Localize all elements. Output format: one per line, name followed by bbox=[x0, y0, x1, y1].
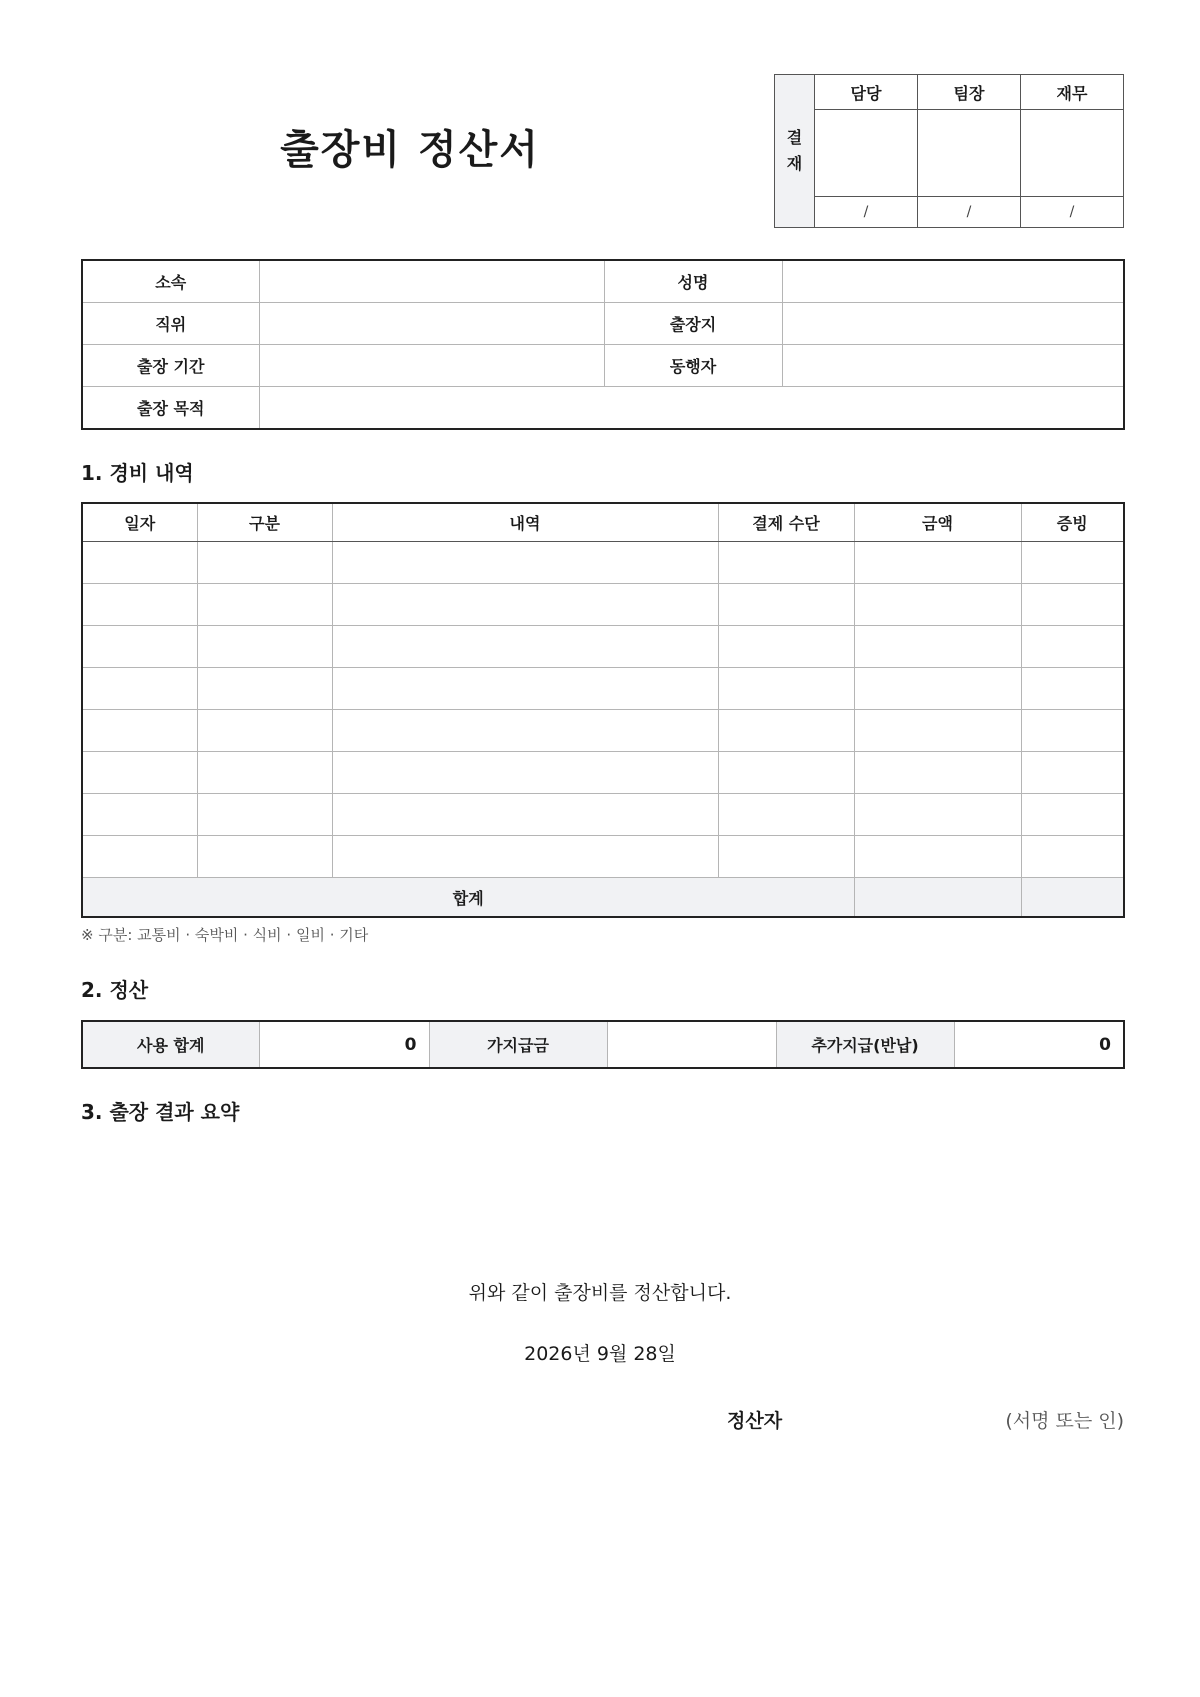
table-cell[interactable] bbox=[82, 584, 197, 626]
expense-header-category: 구분 bbox=[197, 503, 332, 542]
table-cell[interactable] bbox=[82, 626, 197, 668]
position-label: 직위 bbox=[82, 303, 259, 345]
section-summary-heading: 3. 출장 결과 요약 bbox=[81, 1100, 240, 1124]
table-row bbox=[82, 794, 1124, 836]
table-cell[interactable] bbox=[82, 752, 197, 794]
expense-total-row bbox=[82, 878, 1124, 918]
purpose-field[interactable] bbox=[259, 387, 1124, 430]
table-cell[interactable] bbox=[854, 836, 1021, 878]
expense-header-amount: 금액 bbox=[854, 503, 1021, 542]
table-cell[interactable] bbox=[197, 794, 332, 836]
table-cell[interactable] bbox=[332, 836, 718, 878]
purpose-label: 출장 목적 bbox=[82, 387, 259, 430]
approval-sign-team-lead[interactable] bbox=[918, 110, 1021, 197]
table-cell[interactable] bbox=[82, 542, 197, 584]
settlement-statement: 위와 같이 출장비를 정산합니다. bbox=[468, 1282, 732, 1304]
table-cell[interactable] bbox=[718, 836, 854, 878]
expense-total-label: 합계 bbox=[82, 878, 854, 918]
table-cell[interactable] bbox=[332, 584, 718, 626]
destination-field[interactable] bbox=[782, 303, 1124, 345]
settlement-date: 2026년 9월 28일 bbox=[524, 1343, 676, 1365]
used-total-value: 0 bbox=[259, 1021, 429, 1068]
companion-field[interactable] bbox=[782, 345, 1124, 387]
document-title: 출장비 정산서 bbox=[280, 127, 540, 173]
expense-total-receipt[interactable] bbox=[1021, 878, 1124, 918]
table-cell[interactable] bbox=[718, 668, 854, 710]
signer-label: 정산자 bbox=[727, 1410, 783, 1432]
table-row bbox=[82, 710, 1124, 752]
summary-area[interactable] bbox=[81, 1130, 1125, 1260]
companion-label: 동행자 bbox=[604, 345, 782, 387]
approval-header-team-lead: 팀장 bbox=[918, 75, 1021, 110]
approval-side-label bbox=[775, 75, 815, 228]
table-cell[interactable] bbox=[332, 794, 718, 836]
table-row bbox=[82, 542, 1124, 584]
affiliation-label: 소속 bbox=[82, 260, 259, 303]
expense-header-detail: 내역 bbox=[332, 503, 718, 542]
table-row bbox=[82, 584, 1124, 626]
table-cell[interactable] bbox=[718, 752, 854, 794]
approval-date-finance[interactable]: / bbox=[1021, 197, 1124, 228]
expense-total-amount[interactable] bbox=[854, 878, 1021, 918]
table-row bbox=[82, 752, 1124, 794]
approval-date-team-lead[interactable]: / bbox=[918, 197, 1021, 228]
table-row bbox=[82, 626, 1124, 668]
extra-payment-label: 추가지급(반납) bbox=[776, 1021, 954, 1068]
table-cell[interactable] bbox=[718, 710, 854, 752]
advance-value[interactable] bbox=[607, 1021, 776, 1068]
approval-sign-finance[interactable] bbox=[1021, 110, 1124, 197]
table-cell[interactable] bbox=[332, 542, 718, 584]
table-cell[interactable] bbox=[197, 752, 332, 794]
table-cell[interactable] bbox=[332, 752, 718, 794]
table-cell[interactable] bbox=[197, 668, 332, 710]
table-cell[interactable] bbox=[197, 626, 332, 668]
table-cell[interactable] bbox=[82, 794, 197, 836]
table-cell[interactable] bbox=[332, 710, 718, 752]
position-field[interactable] bbox=[259, 303, 604, 345]
expense-header-row bbox=[82, 503, 1124, 542]
approval-box bbox=[774, 74, 1200, 228]
table-cell[interactable] bbox=[1021, 710, 1124, 752]
section-expenses-heading: 1. 경비 내역 bbox=[81, 461, 194, 485]
table-cell[interactable] bbox=[332, 626, 718, 668]
table-cell[interactable] bbox=[82, 668, 197, 710]
table-cell[interactable] bbox=[1021, 794, 1124, 836]
section-settlement-heading: 2. 정산 bbox=[81, 978, 149, 1002]
table-cell[interactable] bbox=[197, 584, 332, 626]
approval-header-staff: 담당 bbox=[815, 75, 918, 110]
table-cell[interactable] bbox=[1021, 584, 1124, 626]
traveler-info-table bbox=[81, 259, 1125, 430]
table-cell[interactable] bbox=[854, 584, 1021, 626]
expense-header-date: 일자 bbox=[82, 503, 197, 542]
table-cell[interactable] bbox=[854, 668, 1021, 710]
settlement-table bbox=[81, 1020, 1125, 1069]
table-cell[interactable] bbox=[718, 794, 854, 836]
approval-side-label-1: 결 bbox=[786, 128, 803, 147]
table-cell[interactable] bbox=[718, 584, 854, 626]
table-cell[interactable] bbox=[1021, 542, 1124, 584]
category-note: ※ 구분: 교통비 · 숙박비 · 식비 · 일비 · 기타 bbox=[81, 926, 369, 944]
approval-header-finance: 재무 bbox=[1021, 75, 1124, 110]
destination-label: 출장지 bbox=[604, 303, 782, 345]
table-cell[interactable] bbox=[854, 542, 1021, 584]
affiliation-field[interactable] bbox=[259, 260, 604, 303]
table-cell[interactable] bbox=[197, 710, 332, 752]
table-cell[interactable] bbox=[82, 836, 197, 878]
table-cell[interactable] bbox=[854, 794, 1021, 836]
table-cell[interactable] bbox=[1021, 752, 1124, 794]
table-cell[interactable] bbox=[82, 710, 197, 752]
table-cell[interactable] bbox=[718, 542, 854, 584]
advance-label: 가지급금 bbox=[429, 1021, 607, 1068]
table-cell[interactable] bbox=[854, 710, 1021, 752]
table-row bbox=[82, 836, 1124, 878]
expense-header-payment: 결제 수단 bbox=[718, 503, 854, 542]
approval-table bbox=[774, 74, 1124, 228]
used-total-label: 사용 합계 bbox=[82, 1021, 259, 1068]
approval-sign-staff[interactable] bbox=[815, 110, 918, 197]
table-cell[interactable] bbox=[197, 836, 332, 878]
name-label: 성명 bbox=[604, 260, 782, 303]
table-cell[interactable] bbox=[332, 668, 718, 710]
table-cell[interactable] bbox=[854, 752, 1021, 794]
signature-hint: (서명 또는 인) bbox=[1005, 1410, 1124, 1432]
expense-header-receipt: 증빙 bbox=[1021, 503, 1124, 542]
table-cell[interactable] bbox=[197, 542, 332, 584]
expense-rows bbox=[82, 542, 1124, 918]
approval-side-label-2: 재 bbox=[786, 154, 803, 173]
table-cell[interactable] bbox=[1021, 836, 1124, 878]
approval-date-staff[interactable]: / bbox=[815, 197, 918, 228]
name-field[interactable] bbox=[782, 260, 1124, 303]
table-cell[interactable] bbox=[718, 626, 854, 668]
extra-payment-value: 0 bbox=[954, 1021, 1124, 1068]
table-cell[interactable] bbox=[1021, 626, 1124, 668]
table-cell[interactable] bbox=[854, 626, 1021, 668]
period-label: 출장 기간 bbox=[82, 345, 259, 387]
table-row bbox=[82, 668, 1124, 710]
expense-table bbox=[81, 502, 1125, 918]
table-cell[interactable] bbox=[1021, 668, 1124, 710]
period-field[interactable] bbox=[259, 345, 604, 387]
